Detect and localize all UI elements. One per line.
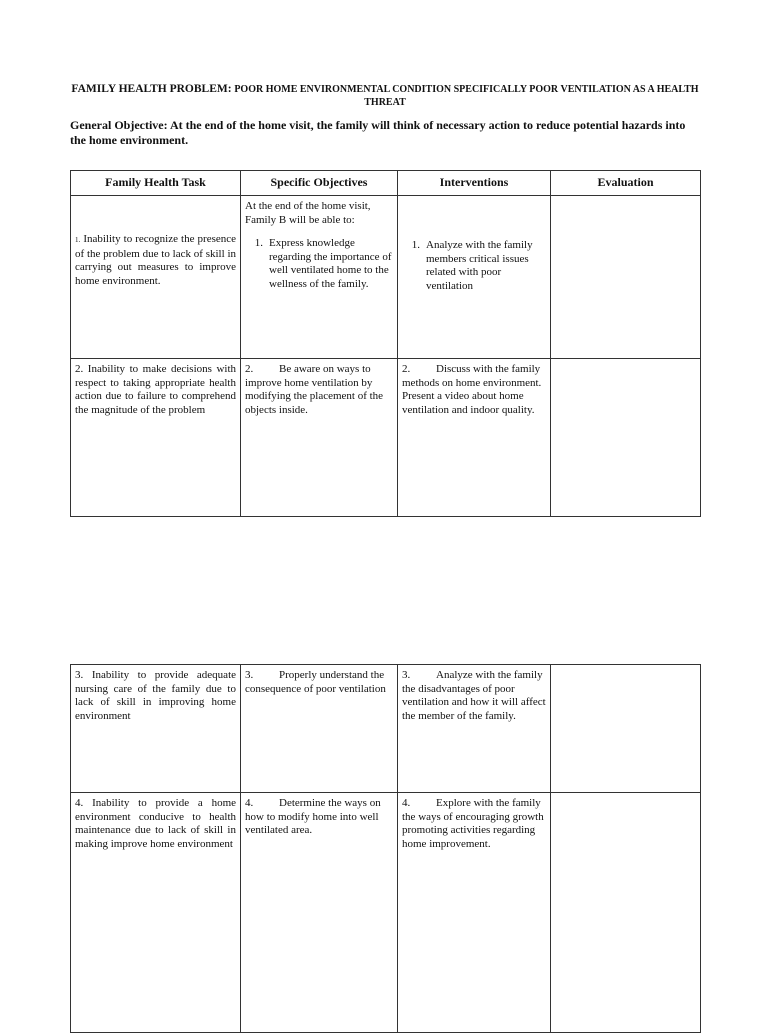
intervention-cell (398, 793, 551, 1033)
intervention-cell (398, 665, 551, 793)
task-cell (71, 196, 241, 359)
intervention-number: 3. (402, 669, 411, 681)
intervention-item (402, 239, 546, 293)
task-number: 4. (75, 797, 84, 809)
intervention-number: 1. (411, 239, 420, 251)
objective-cell (241, 359, 398, 517)
evaluation-cell (551, 196, 701, 359)
intervention-text: Discuss with the family methods on home environment. Present a video about home ventilation and indoor quality. (402, 363, 542, 416)
care-plan-table-part-2 (70, 664, 701, 1033)
table-row (71, 196, 701, 359)
intervention-text: Analyze with the family members critical issues related with poor ventilation (426, 239, 533, 292)
intervention-text: Analyze with the family the disadvantages of poor ventilation and how it will affect the member of the family. (402, 669, 546, 722)
objective-number: 2. (245, 363, 254, 375)
evaluation-cell (551, 359, 701, 517)
header-interventions: Interventions (398, 171, 551, 196)
intervention-cell (398, 196, 551, 359)
objective-text: Be aware on ways to improve home ventilation by modifying the placement of the objects inside. (245, 363, 384, 416)
intervention-text: Explore with the family the ways of encouraging growth promoting activities regarding home improvement. (402, 797, 544, 850)
task-cell (71, 793, 241, 1033)
evaluation-cell (551, 793, 701, 1033)
title-lead: FAMILY HEALTH PROBLEM: (71, 83, 232, 95)
objective-text: Express knowledge regarding the importance of well ventilated home to the wellness of the family. (269, 237, 392, 290)
table-header-row (71, 171, 701, 196)
header-family-health-task: Family Health Task (71, 171, 241, 196)
general-objective: General Objective: At the end of the home visit, the family will think of necessary action to reduce potential hazards into the home environment. (70, 118, 686, 147)
header-specific-objectives: Specific Objectives (241, 171, 398, 196)
title-rest: POOR HOME ENVIRONMENTAL CONDITION SPECIFICALLY POOR VENTILATION AS A HEALTH THREAT (234, 84, 699, 108)
task-text: Inability to provide adequate nursing care of the family due to lack of skill in improving home environment (75, 669, 237, 722)
objective-item (245, 237, 393, 291)
intervention-number: 2. (402, 363, 411, 375)
task-text: Inability to recognize the presence of the problem due to lack of skill in carrying out measures to improve home environment. (75, 233, 236, 287)
objective-number: 4. (245, 797, 254, 809)
task-number: 1. (75, 236, 81, 244)
intervention-number: 4. (402, 797, 411, 809)
intervention-cell (398, 359, 551, 517)
objective-number: 1. (254, 237, 263, 249)
objective-cell (241, 793, 398, 1033)
table-row (71, 793, 701, 1033)
task-number: 3. (75, 669, 84, 681)
objective-text: Properly understand the consequence of poor ventilation (245, 669, 386, 695)
task-cell (71, 665, 241, 793)
task-number: 2. (75, 363, 84, 375)
task-cell (71, 359, 241, 517)
objective-cell (241, 665, 398, 793)
header-evaluation: Evaluation (551, 171, 701, 196)
objective-number: 3. (245, 669, 254, 681)
table-row (71, 665, 701, 793)
document-title (70, 83, 700, 109)
table-row (71, 359, 701, 517)
task-text: Inability to provide a home environment conducive to health maintenance due to lack of skill in making improve home environment (75, 797, 237, 850)
objective-cell (241, 196, 398, 359)
objective-intro: At the end of the home visit, Family B will be able to: (245, 200, 371, 226)
evaluation-cell (551, 665, 701, 793)
task-text: Inability to make decisions with respect to taking appropriate health action due to failure to comprehend the magnitude of the problem (75, 363, 236, 416)
objective-text: Determine the ways on how to modify home into well ventilated area. (245, 797, 381, 836)
care-plan-table-part-1 (70, 170, 701, 517)
